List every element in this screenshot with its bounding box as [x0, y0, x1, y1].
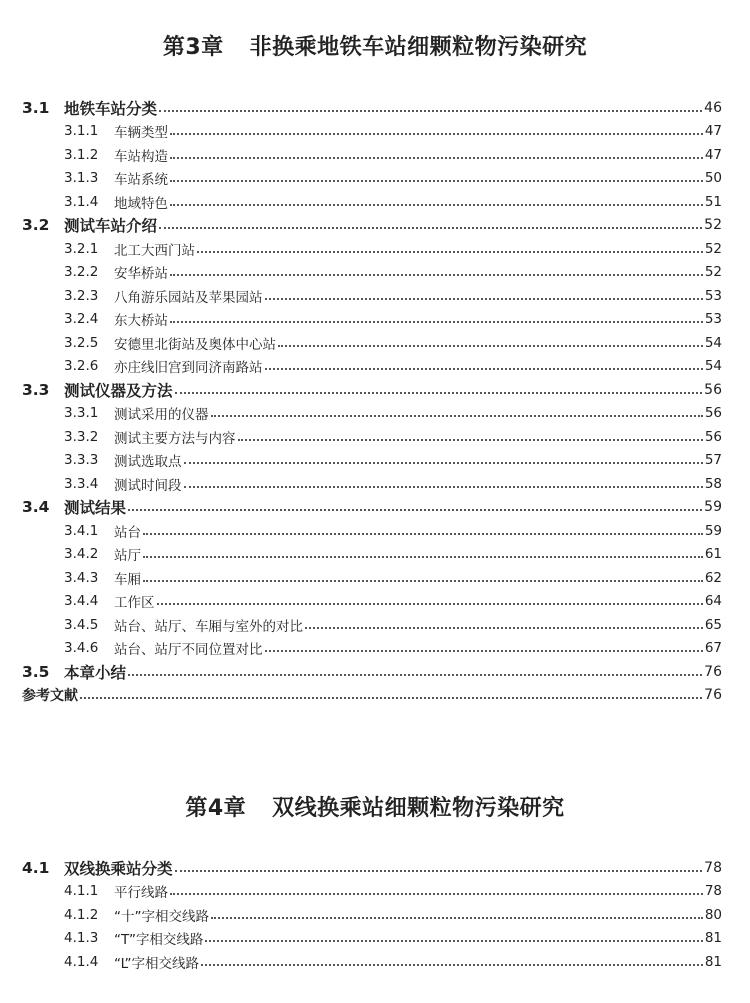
toc-dot-leader	[305, 627, 703, 629]
toc-dot-leader	[184, 462, 703, 464]
toc-dot-leader	[175, 392, 703, 394]
toc-entry[interactable]	[22, 237, 722, 261]
toc-entry-page: 47	[704, 123, 722, 140]
toc-entry-page: 52	[704, 240, 722, 257]
toc-entry[interactable]	[22, 425, 722, 449]
toc-dot-leader	[128, 674, 702, 676]
toc-dot-leader	[128, 509, 702, 511]
toc-entry-number: 4.1.2	[64, 906, 99, 923]
toc-entry[interactable]	[22, 449, 722, 473]
toc-entry-label: “T”字相交线路	[114, 932, 204, 949]
toc-entry-label: 测试采用的仪器	[114, 407, 209, 424]
toc-entry[interactable]	[22, 331, 722, 355]
toc-entry-label: 站台、站厅不同位置对比	[114, 642, 263, 659]
toc-dot-leader	[157, 603, 703, 605]
toc-dot-leader	[170, 321, 703, 323]
toc-dot-leader	[201, 964, 703, 966]
toc-entry-number: 3.3.1	[64, 405, 99, 422]
toc-entry-label: 站台	[114, 524, 141, 541]
toc-entry-label: 车厢	[114, 571, 141, 588]
toc-entry-label: 双线换乘站分类	[64, 859, 173, 878]
toc-entry-label: 车站构造	[114, 148, 168, 165]
toc-entry-label: 参考文献	[22, 688, 78, 705]
toc-entry-number: 3.2	[22, 216, 50, 235]
toc-entry[interactable]	[22, 927, 722, 951]
toc-entry[interactable]	[22, 96, 722, 120]
toc-entry-page: 54	[704, 358, 722, 375]
toc-entry-number: 4.1.4	[64, 953, 99, 970]
toc-entry[interactable]	[22, 261, 722, 285]
toc-entry-number: 3.2.3	[64, 287, 99, 304]
toc-entry-label: 地域特色	[114, 195, 168, 212]
toc-entry[interactable]	[22, 308, 722, 332]
toc-entry-label: 北工大西门站	[114, 242, 195, 259]
toc-entry-label: 站厅	[114, 548, 141, 565]
toc-entry-page: 50	[704, 170, 722, 187]
toc-dot-leader	[197, 251, 703, 253]
toc-entry-number: 3.4.2	[64, 546, 99, 563]
toc-entry-page: 52	[704, 264, 722, 281]
toc-entry-page: 64	[704, 593, 722, 610]
toc-entry-label: 测试车站介绍	[64, 217, 158, 236]
toc-entry-number: 3.4.6	[64, 640, 99, 657]
toc-entry-number: 3.4.1	[64, 522, 99, 539]
toc-entry-number: 3.4.3	[64, 569, 99, 586]
toc-entry-page: 76	[704, 687, 722, 704]
chapter-4-title: 双线换乘站细颗粒物污染研究	[272, 796, 565, 821]
toc-entry-number: 3.3.3	[64, 452, 99, 469]
toc-entry-number: 3.3.2	[64, 428, 99, 445]
toc-entry-page: 65	[704, 616, 722, 633]
toc-entry-label: 测试选取点	[114, 454, 182, 471]
chapter-3-title: 非换乘地铁车站细颗粒物污染研究	[249, 35, 588, 60]
toc-entry-number: 3.1.3	[64, 170, 99, 187]
toc-entry[interactable]	[22, 519, 722, 543]
toc-entry-page: 56	[704, 428, 722, 445]
toc-entry-page: 58	[704, 475, 722, 492]
toc-entry-number: 3.3.4	[64, 475, 99, 492]
toc-dot-leader	[205, 940, 702, 942]
toc-entry[interactable]	[22, 378, 722, 402]
toc-entry-number: 3.2.2	[64, 264, 99, 281]
toc-dot-leader	[170, 180, 703, 182]
toc-entry-label: 地铁车站分类	[64, 99, 158, 118]
toc-entry-number: 3.5	[22, 662, 50, 681]
toc-entry-number: 3.4.4	[64, 593, 99, 610]
toc-entry-number: 4.1.1	[64, 883, 99, 900]
toc-entry-label: 工作区	[114, 595, 155, 612]
chapter-4-number: 第4章	[185, 796, 247, 821]
toc-entry[interactable]	[22, 214, 722, 238]
toc-entry[interactable]	[22, 496, 722, 520]
toc-entry-number: 3.1.2	[64, 146, 99, 163]
toc-dot-leader	[80, 697, 702, 699]
toc-entry-page: 81	[704, 930, 722, 947]
toc-entry-page: 56	[704, 381, 722, 398]
toc-dot-leader	[143, 556, 703, 558]
toc-dot-leader	[175, 870, 703, 872]
toc-dot-leader	[278, 345, 703, 347]
toc-entry-page: 57	[704, 452, 722, 469]
toc-dot-leader	[265, 650, 703, 652]
toc-entry-page: 53	[704, 287, 722, 304]
toc-entry-label: 测试仪器及方法	[64, 381, 173, 400]
toc-entry-page: 54	[704, 334, 722, 351]
toc-entry[interactable]	[22, 167, 722, 191]
toc-entry-number: 3.4	[22, 498, 50, 517]
toc-entry-label: 八角游乐园站及苹果园站	[114, 289, 263, 306]
toc-entry-label: 亦庄线旧宫到同济南路站	[114, 360, 263, 377]
toc-entry-page: 59	[704, 499, 722, 516]
toc-entry-page: 78	[704, 859, 722, 876]
toc-entry-number: 3.2.1	[64, 240, 99, 257]
toc-entry[interactable]	[22, 472, 722, 496]
toc-dot-leader	[238, 439, 703, 441]
toc-entry[interactable]	[22, 660, 722, 684]
toc-entry-number: 3.1	[22, 98, 50, 117]
toc-entry-page: 46	[704, 99, 722, 116]
toc-entry-page: 59	[704, 522, 722, 539]
toc-entry-label: “十”字相交线路	[114, 908, 209, 925]
toc-entry-page: 53	[704, 311, 722, 328]
toc-entry-number: 3.1.4	[64, 193, 99, 210]
toc-entry-label: 本章小结	[64, 663, 127, 682]
toc-dot-leader	[170, 893, 703, 895]
toc-entry-page: 76	[704, 663, 722, 680]
toc-entry-page: 81	[704, 953, 722, 970]
toc-entry-page: 78	[704, 883, 722, 900]
toc-entry[interactable]	[22, 684, 722, 708]
toc-entry-page: 47	[704, 146, 722, 163]
toc-entry[interactable]	[22, 143, 722, 167]
toc-entry-label: 平行线路	[114, 885, 168, 902]
toc-entry-label: 车站系统	[114, 172, 168, 189]
toc-dot-leader	[265, 368, 703, 370]
toc-entry-label: 站台、站厅、车厢与室外的对比	[114, 618, 303, 635]
toc-entry[interactable]	[22, 950, 722, 974]
toc-entry[interactable]	[22, 190, 722, 214]
toc-entry-page: 67	[704, 640, 722, 657]
toc-entry-label: 测试主要方法与内容	[114, 430, 236, 447]
toc-dot-leader	[170, 157, 703, 159]
toc-entry-label: 测试时间段	[114, 477, 182, 494]
toc-entry-number: 3.2.4	[64, 311, 99, 328]
toc-entry[interactable]	[22, 566, 722, 590]
toc-entry[interactable]	[22, 903, 722, 927]
toc-dot-leader	[184, 486, 703, 488]
toc-dot-leader	[170, 133, 703, 135]
toc-entry[interactable]	[22, 120, 722, 144]
toc-dot-leader	[211, 917, 703, 919]
toc-dot-leader	[143, 580, 703, 582]
toc-entry-label: 东大桥站	[114, 313, 168, 330]
toc-dot-leader	[143, 533, 703, 535]
toc-entry-number: 3.4.5	[64, 616, 99, 633]
toc-entry-label: 测试结果	[64, 499, 127, 518]
toc-entry[interactable]	[22, 590, 722, 614]
toc-entry-number: 3.2.5	[64, 334, 99, 351]
toc-entry-number: 4.1.3	[64, 930, 99, 947]
chapter-3-toc	[22, 96, 722, 707]
toc-dot-leader	[159, 227, 702, 229]
toc-dot-leader	[159, 110, 702, 112]
chapter-3-number: 第3章	[162, 35, 224, 60]
toc-entry[interactable]	[22, 856, 722, 880]
toc-entry-page: 51	[704, 193, 722, 210]
toc-entry[interactable]	[22, 402, 722, 426]
toc-dot-leader	[265, 298, 703, 300]
toc-entry-label: 车辆类型	[114, 125, 168, 142]
toc-dot-leader	[170, 274, 703, 276]
toc-entry-page: 56	[704, 405, 722, 422]
toc-entry[interactable]	[22, 543, 722, 567]
toc-entry[interactable]	[22, 613, 722, 637]
toc-dot-leader	[170, 204, 703, 206]
toc-entry[interactable]	[22, 284, 722, 308]
chapter-3-heading	[0, 30, 750, 61]
toc-entry-page: 62	[704, 569, 722, 586]
toc-entry-label: 安德里北街站及奥体中心站	[114, 336, 276, 353]
toc-entry-number: 3.2.6	[64, 358, 99, 375]
toc-entry[interactable]	[22, 637, 722, 661]
toc-entry-number: 4.1	[22, 858, 50, 877]
toc-entry[interactable]	[22, 880, 722, 904]
toc-entry-label: “L”字相交线路	[114, 955, 200, 972]
toc-entry-number: 3.1.1	[64, 123, 99, 140]
toc-entry-page: 61	[704, 546, 722, 563]
toc-entry-page: 52	[704, 217, 722, 234]
toc-entry-page: 80	[704, 906, 722, 923]
chapter-4-heading	[0, 791, 750, 822]
chapter-4-toc	[22, 856, 722, 974]
toc-entry[interactable]	[22, 355, 722, 379]
toc-entry-label: 安华桥站	[114, 266, 168, 283]
toc-entry-number: 3.3	[22, 380, 50, 399]
toc-dot-leader	[211, 415, 703, 417]
